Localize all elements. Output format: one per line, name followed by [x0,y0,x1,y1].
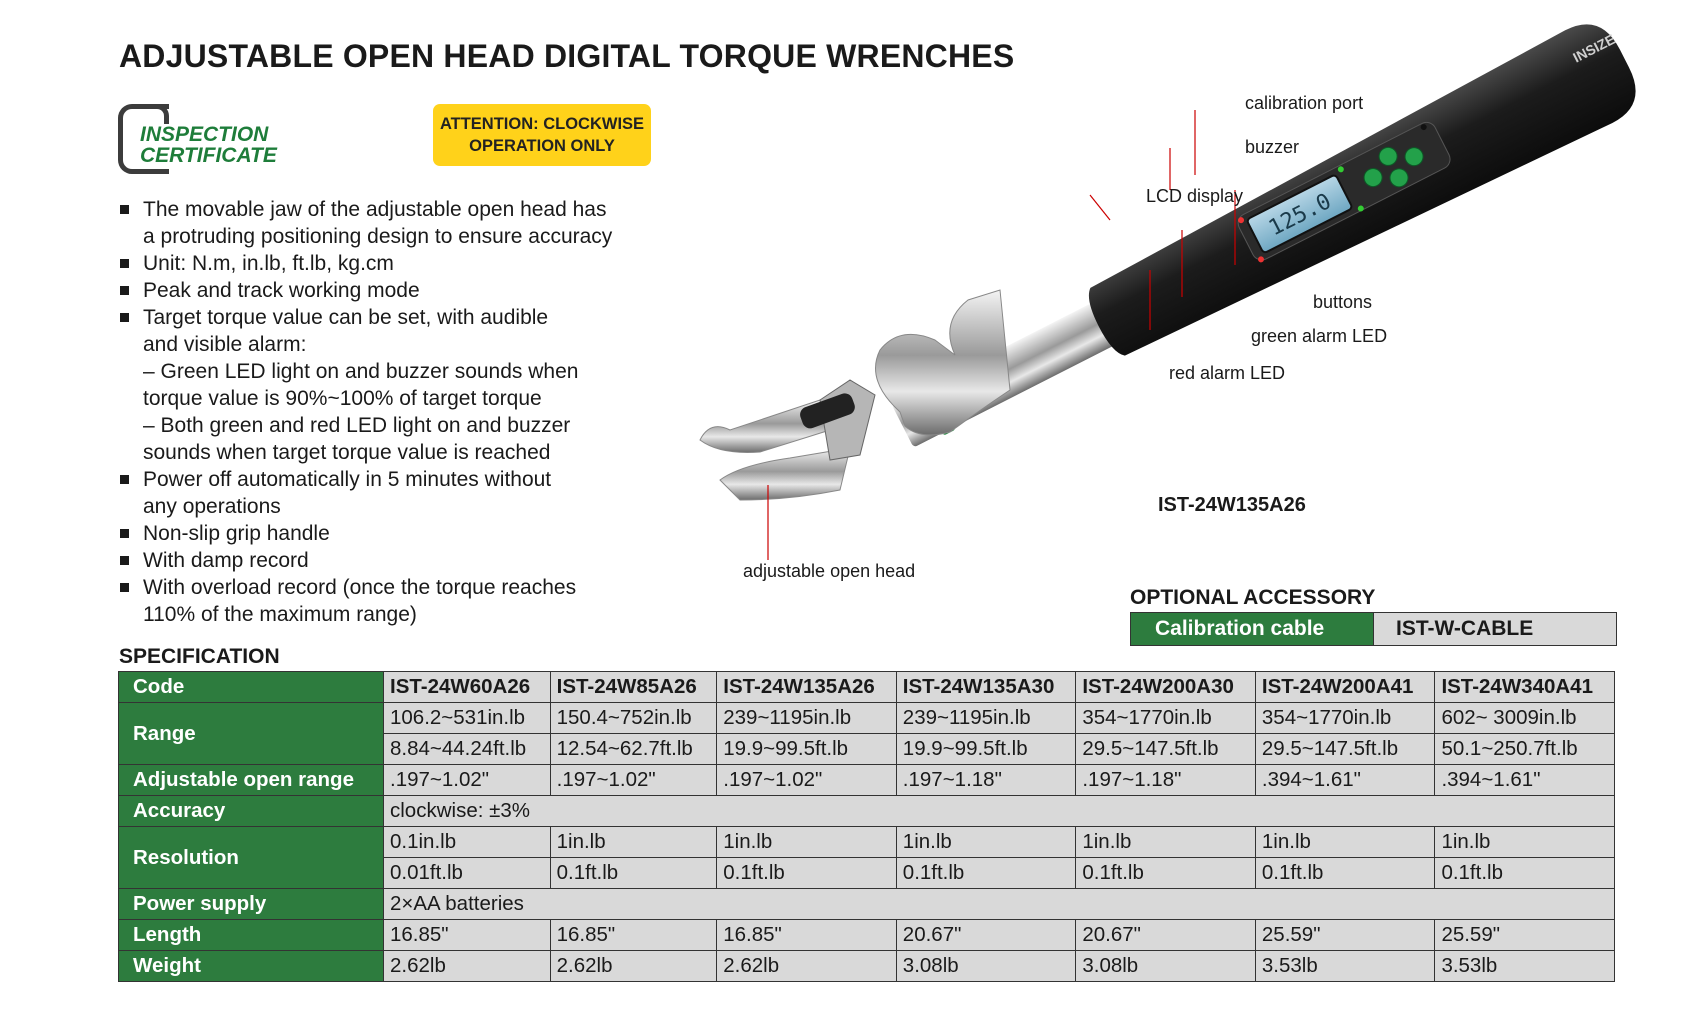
product-image [700,30,1700,600]
optional-accessory-title: OPTIONAL ACCESSORY [1130,586,1376,609]
spec-cell: 3.08lb [896,951,1076,982]
callout-buzzer: buzzer [1245,137,1300,157]
spec-cell: 1in.lb [717,827,897,858]
feature-list [118,196,678,628]
feature-sub-item [118,358,678,412]
spec-cell: 25.59" [1435,920,1615,951]
callout-green-led: green alarm LED [1251,326,1388,346]
spec-cell: 29.5~147.5ft.lb [1076,734,1256,765]
table-row [119,672,1615,703]
callout-adjustable-head: adjustable open head [743,561,916,581]
spec-cell: .197~1.02" [384,765,551,796]
spec-label-open_range: Adjustable open range [119,765,384,796]
bullet-icon [120,286,129,295]
model-label: IST-24W135A26 [1158,494,1306,516]
spec-cell: 8.84~44.24ft.lb [384,734,551,765]
spec-label-resolution: Resolution [119,827,384,889]
bullet-icon [120,475,129,484]
feature-item [118,277,678,304]
optional-accessory-code: IST-W-CABLE [1373,613,1616,645]
spec-cell: 0.1ft.lb [1435,858,1615,889]
table-row [119,951,1615,982]
feature-text: – Both green and red LED light on and buzzer sounds when target torque value is reached [143,414,571,464]
bullet-icon [120,583,129,592]
feature-text: With damp record [143,549,309,572]
spec-cell: 239~1195in.lb [896,703,1076,734]
callout-lcd-display: LCD display [1146,186,1244,206]
spec-cell: 50.1~250.7ft.lb [1435,734,1615,765]
feature-text: Unit: N.m, in.lb, ft.lb, kg.cm [143,252,394,275]
spec-cell: .197~1.18" [1076,765,1256,796]
optional-accessory-table [1130,612,1617,646]
certificate-text [138,124,277,166]
spec-cell: IST-24W200A41 [1255,672,1435,703]
page-title: ADJUSTABLE OPEN HEAD DIGITAL TORQUE WRENCHES [119,38,1015,74]
spec-cell: 20.67" [1076,920,1256,951]
feature-text: The movable jaw of the adjustable open head has a protruding positioning design to ensure accuracy [143,198,613,248]
spec-cell-accuracy: clockwise: ±3% [384,796,1615,827]
callout-red-led: red alarm LED [1169,363,1286,383]
spec-label-length: Length [119,920,384,951]
spec-cell: .394~1.61" [1435,765,1615,796]
spec-cell: IST-24W340A41 [1435,672,1615,703]
spec-cell: 0.01ft.lb [384,858,551,889]
lcd-value: 125.0 [1265,189,1336,242]
spec-cell: 1in.lb [1076,827,1256,858]
spec-cell: 2.62lb [717,951,897,982]
spec-cell: 16.85" [384,920,551,951]
feature-item [118,196,678,250]
spec-cell: 0.1ft.lb [896,858,1076,889]
spec-label-weight: Weight [119,951,384,982]
spec-cell: 150.4~752in.lb [550,703,717,734]
spec-cell: 25.59" [1255,920,1435,951]
spec-cell: 29.5~147.5ft.lb [1255,734,1435,765]
spec-cell: 354~1770in.lb [1255,703,1435,734]
spec-cell: 19.9~99.5ft.lb [717,734,897,765]
spec-cell: 1in.lb [1435,827,1615,858]
attention-line2: OPERATION ONLY [469,137,615,155]
spec-cell: 1in.lb [896,827,1076,858]
feature-text: Peak and track working mode [143,279,420,302]
spec-cell: 0.1in.lb [384,827,551,858]
spec-cell: 3.53lb [1255,951,1435,982]
optional-accessory-name: Calibration cable [1131,613,1373,645]
spec-cell: 3.53lb [1435,951,1615,982]
bullet-icon [120,205,129,214]
attention-line1: ATTENTION: CLOCKWISE [439,115,645,133]
spec-cell: 1in.lb [550,827,717,858]
callout-buttons: buttons [1313,292,1373,312]
spec-cell: .394~1.61" [1255,765,1435,796]
bullet-icon [120,529,129,538]
attention-badge [433,104,651,166]
feature-item [118,547,678,574]
bullet-icon [120,313,129,322]
spec-cell: 239~1195in.lb [717,703,897,734]
feature-sub-item [118,412,678,466]
bullet-icon [120,556,129,565]
spec-cell: IST-24W85A26 [550,672,717,703]
specification-title: SPECIFICATION [119,645,280,668]
table-row [119,827,1615,858]
spec-cell: IST-24W60A26 [384,672,551,703]
spec-cell: .197~1.18" [896,765,1076,796]
feature-text: Target torque value can be set, with audible and visible alarm: [143,306,549,356]
table-row [119,765,1615,796]
wrench-illustration [700,30,1700,600]
feature-item [118,466,678,520]
feature-text: With overload record (once the torque reaches 110% of the maximum range) [143,576,577,626]
spec-cell: 0.1ft.lb [550,858,717,889]
spec-cell: 19.9~99.5ft.lb [896,734,1076,765]
specification-table [118,671,1615,982]
feature-item [118,250,678,277]
spec-cell: 12.54~62.7ft.lb [550,734,717,765]
inspection-certificate-logo [118,104,318,170]
adjustable-head [700,290,1010,500]
spec-cell: 0.1ft.lb [1255,858,1435,889]
table-row [119,796,1615,827]
feature-text: Power off automatically in 5 minutes without any operations [143,468,552,518]
spec-cell: .197~1.02" [550,765,717,796]
spec-cell: IST-24W135A30 [896,672,1076,703]
feature-item [118,304,678,358]
spec-cell: IST-24W200A30 [1076,672,1256,703]
spec-cell: .197~1.02" [717,765,897,796]
table-row [119,920,1615,951]
certificate-line1: INSPECTION [140,123,269,146]
spec-cell: 0.1ft.lb [1076,858,1256,889]
bullet-icon [120,259,129,268]
spec-cell: 16.85" [550,920,717,951]
spec-cell: 602~ 3009in.lb [1435,703,1615,734]
feature-text: – Green LED light on and buzzer sounds when torque value is 90%~100% of target torque [143,360,579,410]
feature-item [118,574,678,628]
spec-cell: 1in.lb [1255,827,1435,858]
spec-cell: 354~1770in.lb [1076,703,1256,734]
spec-label-range: Range [119,703,384,765]
spec-cell-power: 2×AA batteries [384,889,1615,920]
spec-label-power: Power supply [119,889,384,920]
spec-cell: 3.08lb [1076,951,1256,982]
feature-text: Non-slip grip handle [143,522,330,545]
table-row [119,703,1615,734]
brand-logo: INSIZE [1570,30,1618,66]
spec-cell: IST-24W135A26 [717,672,897,703]
spec-cell: 2.62lb [550,951,717,982]
spec-cell: 16.85" [717,920,897,951]
spec-cell: 0.1ft.lb [717,858,897,889]
spec-label-code: Code [119,672,384,703]
callout-calibration-port: calibration port [1245,93,1364,113]
spec-cell: 2.62lb [384,951,551,982]
spec-cell: 106.2~531in.lb [384,703,551,734]
spec-cell: 20.67" [896,920,1076,951]
table-row [119,889,1615,920]
feature-item [118,520,678,547]
certificate-line2: CERTIFICATE [140,144,277,167]
spec-label-accuracy: Accuracy [119,796,384,827]
